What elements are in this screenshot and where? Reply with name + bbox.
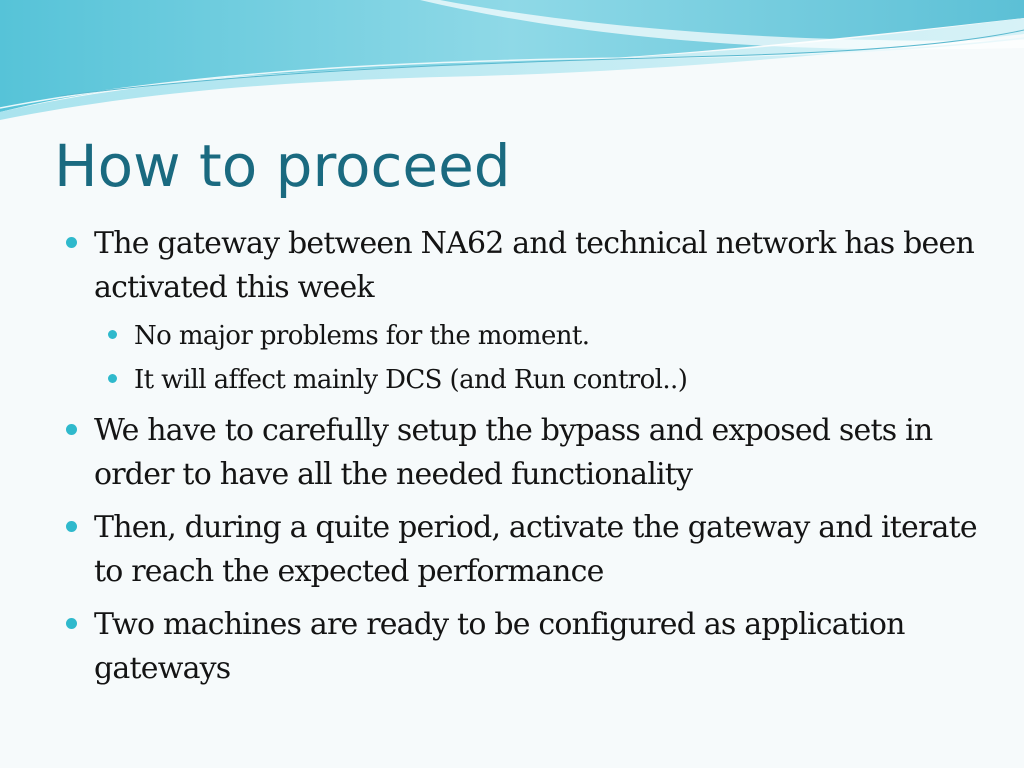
- sub-bullet-list: [94, 316, 982, 400]
- bullet-item: [62, 506, 982, 594]
- sub-bullet-text: It will affect mainly DCS (and Run control..): [134, 365, 688, 395]
- bullet-icon: [66, 618, 77, 629]
- sub-bullet-item: [106, 316, 982, 356]
- bullet-icon: [108, 330, 117, 339]
- bullet-text: We have to carefully setup the bypass and exposed sets in order to have all the needed functionality: [94, 413, 933, 492]
- bullet-item: [62, 222, 982, 400]
- slide-title: How to proceed: [54, 132, 511, 200]
- bullet-icon: [108, 374, 117, 383]
- bullet-icon: [66, 424, 77, 435]
- bullet-text: The gateway between NA62 and technical network has been activated this week: [94, 226, 974, 305]
- bullet-icon: [66, 521, 77, 532]
- bullet-item: [62, 409, 982, 497]
- bullet-text: Two machines are ready to be configured as application gateways: [94, 607, 905, 686]
- bullet-list: [62, 222, 982, 700]
- header-wave-decoration: [0, 0, 1024, 130]
- bullet-icon: [66, 237, 77, 248]
- sub-bullet-item: [106, 360, 982, 400]
- sub-bullet-text: No major problems for the moment.: [134, 321, 590, 351]
- bullet-item: [62, 603, 982, 691]
- bullet-text: Then, during a quite period, activate the gateway and iterate to reach the expected performance: [94, 510, 977, 589]
